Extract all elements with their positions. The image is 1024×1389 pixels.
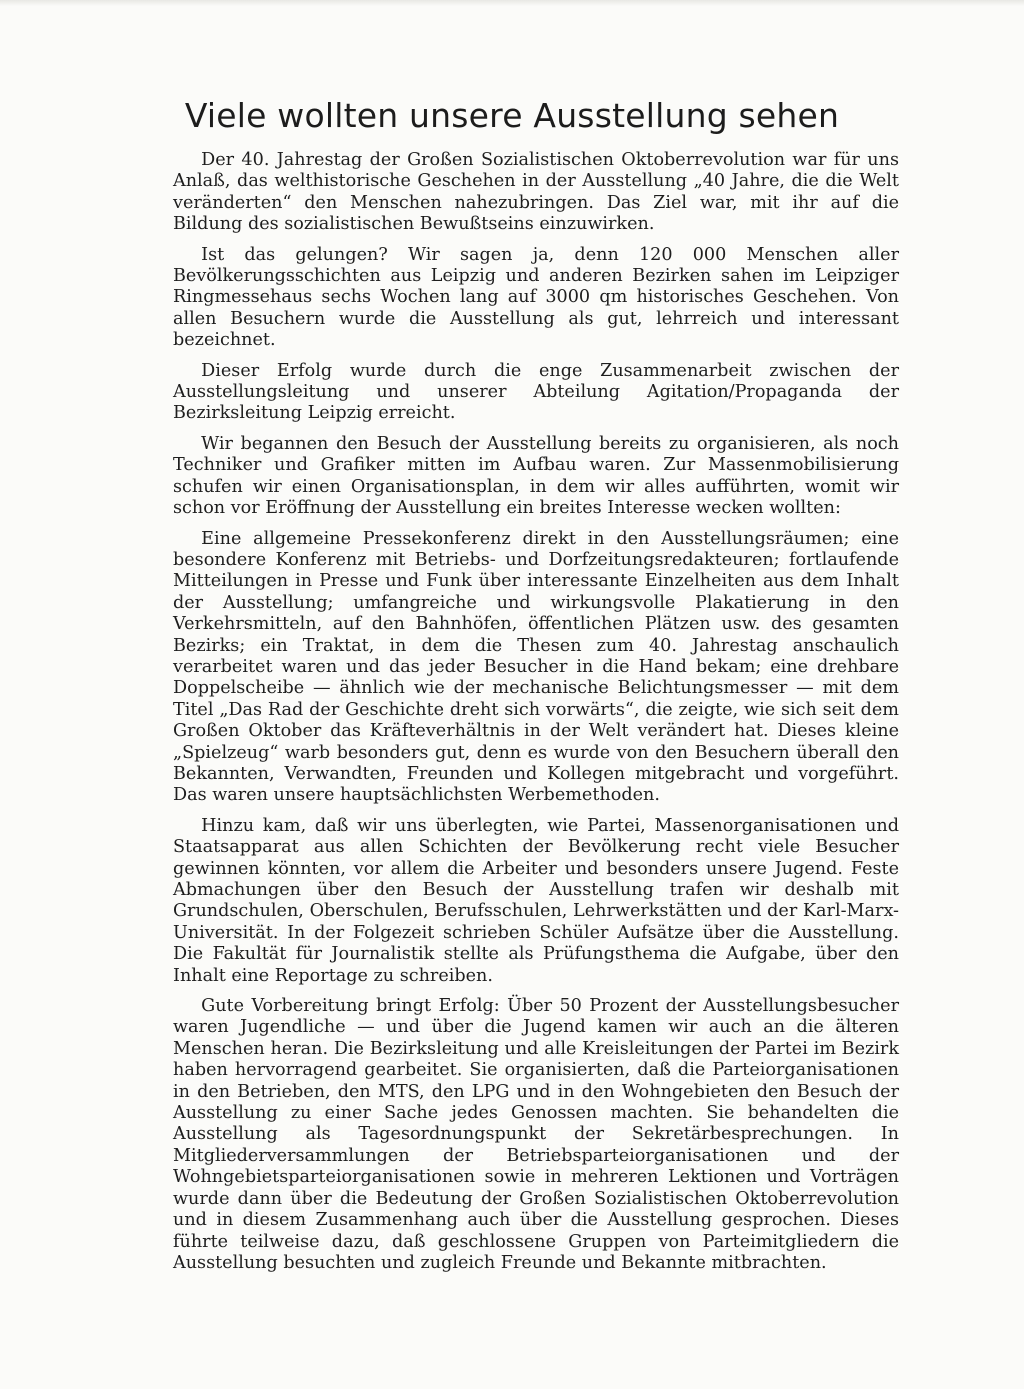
paragraph-2: Ist das gelungen? Wir sagen ja, denn 120 000 Menschen aller Bevölkerungsschichten aus Leipzig und anderen Bezirken sahen im Leipziger Ringmessehaus sechs Wochen lang auf 3000 qm historisches Geschehen. Von allen Besuchern wurde die Ausstellung als gut, lehrreich und interessant bezeichnet. (173, 244, 899, 351)
paragraph-1: Der 40. Jahrestag der Großen Sozialistischen Oktoberrevolution war für uns Anlaß, das welthistorische Geschehen in der Ausstellung „40 Jahre, die die Welt veränderten“ den Menschen nahezubringen. Das Ziel war, mit ihr auf die Bildung des sozialistischen Bewußtseins einzuwirken. (173, 150, 899, 235)
article-body (173, 150, 899, 1283)
paragraph-3: Dieser Erfolg wurde durch die enge Zusammenarbeit zwischen der Ausstellungsleitung und unserer Abteilung Agitation/Propaganda der Bezirksleitung Leipzig erreicht. (173, 360, 899, 424)
paragraph-5: Eine allgemeine Pressekonferenz direkt in den Ausstellungsräumen; eine besondere Konferenz mit Betriebs- und Dorfzeitungsredakteuren; fortlaufende Mitteilungen in Presse und Funk über interessante Einzelheiten aus dem Inhalt der Ausstellung; umfangreiche und wirkungsvolle Plakatierung in den Verkehrsmitteln, auf den Bahnhöfen, öffentlichen Plätzen usw. des gesamten Bezirks; ein Traktat, in dem die Thesen zum 40. Jahrestag anschaulich verarbeitet waren und das jeder Besucher in die Hand bekam; eine drehbare Doppelscheibe — ähnlich wie der mechanische Belichtungsmesser — mit dem Titel „Das Rad der Geschichte dreht sich vorwärts“, die zeigte, wie sich seit dem Großen Oktober das Kräfteverhältnis in der Welt verändert hat. Dieses kleine „Spielzeug“ warb besonders gut, denn es wurde von den Besuchern überall den Bekannten, Verwandten, Freunden und Kollegen mitgebracht und vorgeführt. Das waren unsere hauptsächlichsten Werbemethoden. (173, 528, 899, 806)
article-title: Viele wollten unsere Ausstellung sehen (184, 96, 840, 135)
paragraph-4: Wir begannen den Besuch der Ausstellung bereits zu organisieren, als noch Techniker und Grafiker mitten im Aufbau waren. Zur Massenmobilisierung schufen wir einen Organisationsplan, in dem wir alles aufführten, womit wir schon vor Eröffnung der Ausstellung ein breites Interesse wecken wollten: (173, 433, 899, 519)
paragraph-6: Hinzu kam, daß wir uns überlegten, wie Partei, Massenorganisationen und Staatsapparat aus allen Schichten der Bevölkerung recht viele Besucher gewinnen könnten, vor allem die Arbeiter und besonders unsere Jugend. Feste Abmachungen über den Besuch der Ausstellung trafen wir deshalb mit Grundschulen, Oberschulen, Berufsschulen, Lehrwerkstätten und der Karl-Marx-Universität. In der Folgezeit schrieben Schüler Aufsätze über die Ausstellung. Die Fakultät für Journalistik stellte als Prüfungsthema die Aufgabe, über den Inhalt eine Reportage zu schreiben. (173, 815, 899, 986)
paragraph-7: Gute Vorbereitung bringt Erfolg: Über 50 Prozent der Ausstellungsbesucher waren Jugendliche — und über die Jugend kamen wir auch an die älteren Menschen heran. Die Bezirksleitung und alle Kreisleitungen der Partei im Bezirk haben hervorragend gearbeitet. Sie organisierten, daß die Parteiorganisationen in den Betrieben, den MTS, den LPG und in den Wohngebieten den Besuch der Ausstellung zu einer Sache jedes Genossen machten. Sie behandelten die Ausstellung als Tagesordnungspunkt der Sekretärbesprechungen. In Mitgliederversammlungen der Betriebsparteiorganisationen und der Wohngebietsparteiorganisationen sowie in mehreren Lektionen und Vorträgen wurde dann über die Bedeutung der Großen Sozialistischen Oktoberrevolution und in diesem Zusammenhang auch über die Ausstellung gesprochen. Dieses führte teilweise dazu, daß geschlossene Gruppen von Parteimitgliedern die Ausstellung besuchten und zugleich Freunde und Bekannte mitbrachten. (173, 996, 899, 1273)
scan-edge (0, 0, 1024, 6)
